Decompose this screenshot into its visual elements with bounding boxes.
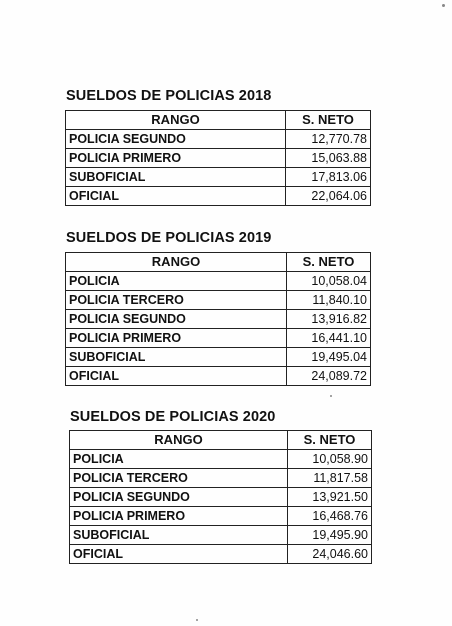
- salary-table-2019: [65, 252, 371, 386]
- amount-cell: 11,840.10: [287, 291, 371, 310]
- table-row: [70, 526, 372, 545]
- rank-cell: OFICIAL: [70, 545, 288, 564]
- table-row: [70, 507, 372, 526]
- table-row: [70, 488, 372, 507]
- table-title-2020: SUELDOS DE POLICIAS 2020: [70, 409, 276, 425]
- rank-cell: POLICIA PRIMERO: [66, 329, 287, 348]
- rango-header: RANGO: [70, 431, 288, 450]
- table-row: [66, 187, 371, 206]
- table-row: [66, 367, 371, 386]
- rank-cell: POLICIA: [70, 450, 288, 469]
- amount-cell: 15,063.88: [286, 149, 371, 168]
- amount-cell: 13,921.50: [288, 488, 372, 507]
- amount-cell: 11,817.58: [288, 469, 372, 488]
- header-row: [70, 431, 372, 450]
- rank-cell: POLICIA PRIMERO: [70, 507, 288, 526]
- scan-speck: [196, 619, 198, 621]
- table-row: [70, 469, 372, 488]
- rank-cell: SUBOFICIAL: [66, 348, 287, 367]
- neto-header: S. NETO: [288, 431, 372, 450]
- rank-cell: OFICIAL: [66, 367, 287, 386]
- rank-cell: POLICIA PRIMERO: [66, 149, 286, 168]
- neto-header: S. NETO: [287, 253, 371, 272]
- table-row: [66, 348, 371, 367]
- rank-cell: POLICIA SEGUNDO: [70, 488, 288, 507]
- amount-cell: 10,058.90: [288, 450, 372, 469]
- table-row: [66, 310, 371, 329]
- scan-speck: [442, 4, 445, 7]
- amount-cell: 16,468.76: [288, 507, 372, 526]
- header-row: [66, 253, 371, 272]
- table-row: [66, 130, 371, 149]
- rank-cell: SUBOFICIAL: [70, 526, 288, 545]
- table-row: [66, 329, 371, 348]
- table-row: [66, 272, 371, 291]
- rank-cell: POLICIA TERCERO: [70, 469, 288, 488]
- amount-cell: 16,441.10: [287, 329, 371, 348]
- salary-table-2020: [69, 430, 372, 564]
- amount-cell: 19,495.90: [288, 526, 372, 545]
- rank-cell: POLICIA: [66, 272, 287, 291]
- table-row: [66, 168, 371, 187]
- rank-cell: POLICIA SEGUNDO: [66, 130, 286, 149]
- rank-cell: POLICIA SEGUNDO: [66, 310, 287, 329]
- scan-speck: [330, 395, 332, 397]
- amount-cell: 24,046.60: [288, 545, 372, 564]
- table-row: [66, 291, 371, 310]
- amount-cell: 10,058.04: [287, 272, 371, 291]
- neto-header: S. NETO: [286, 111, 371, 130]
- table-row: [70, 450, 372, 469]
- amount-cell: 13,916.82: [287, 310, 371, 329]
- rango-header: RANGO: [66, 111, 286, 130]
- salary-table-2018: [65, 110, 371, 206]
- amount-cell: 17,813.06: [286, 168, 371, 187]
- rango-header: RANGO: [66, 253, 287, 272]
- amount-cell: 22,064.06: [286, 187, 371, 206]
- table-row: [66, 149, 371, 168]
- amount-cell: 12,770.78: [286, 130, 371, 149]
- amount-cell: 24,089.72: [287, 367, 371, 386]
- amount-cell: 19,495.04: [287, 348, 371, 367]
- header-row: [66, 111, 371, 130]
- table-title-2018: SUELDOS DE POLICIAS 2018: [66, 88, 272, 104]
- rank-cell: OFICIAL: [66, 187, 286, 206]
- rank-cell: POLICIA TERCERO: [66, 291, 287, 310]
- rank-cell: SUBOFICIAL: [66, 168, 286, 187]
- table-title-2019: SUELDOS DE POLICIAS 2019: [66, 230, 272, 246]
- table-row: [70, 545, 372, 564]
